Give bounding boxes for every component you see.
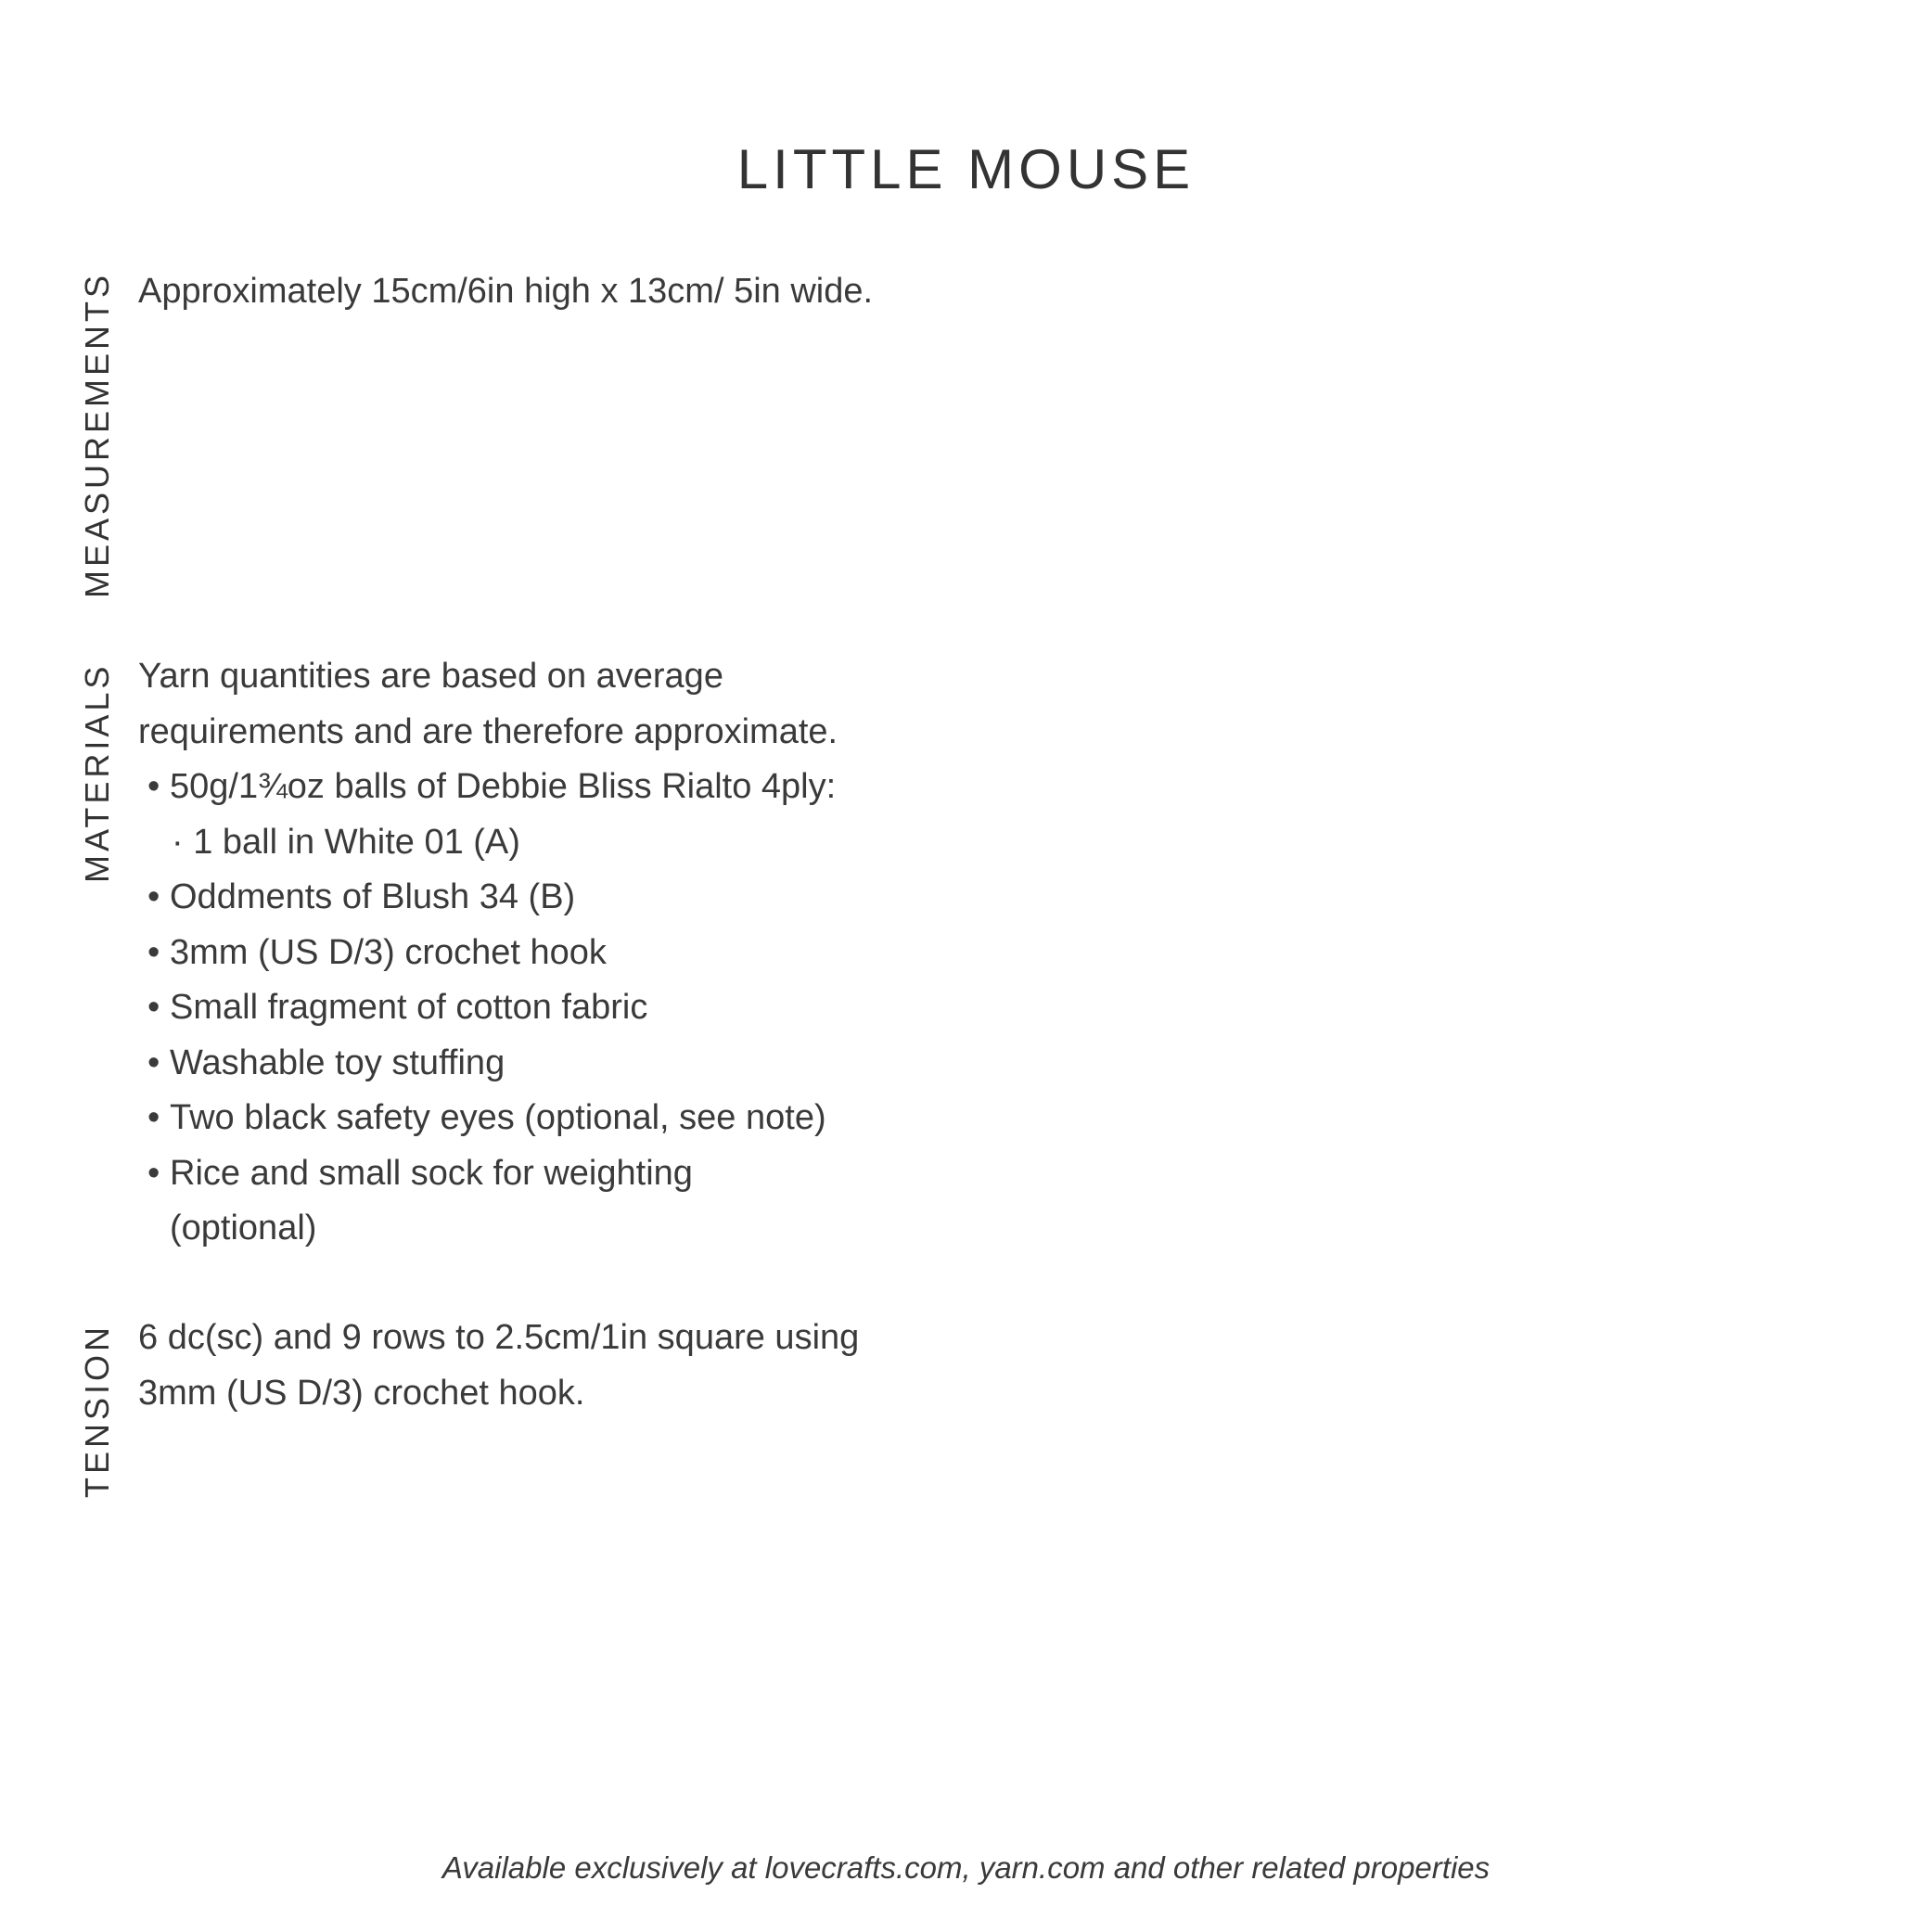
list-item-text: Two black safety eyes (optional, see note) [170, 1098, 826, 1137]
tension-line-1: 6 dc(sc) and 9 rows to 2.5cm/1in square using [138, 1318, 860, 1357]
list-item [138, 1036, 838, 1092]
bullet-icon: • [147, 1153, 160, 1193]
tension-label: TENSION [78, 1323, 116, 1498]
list-item-text: 3mm (US D/3) crochet hook [170, 932, 607, 972]
list-item-text: Oddments of Blush 34 (B) [170, 877, 576, 916]
list-item [138, 1091, 838, 1146]
bullet-icon: • [147, 932, 160, 972]
list-item-text: Rice and small sock for weighting [170, 1153, 693, 1193]
measurements-label: MEASUREMENTS [78, 271, 116, 598]
list-item [138, 870, 838, 926]
tension-line-2: 3mm (US D/3) crochet hook. [138, 1373, 585, 1413]
list-item-text: Washable toy stuffing [170, 1043, 505, 1082]
list-item-text: 50g/1¾oz balls of Debbie Bliss Rialto 4ply: [170, 767, 837, 806]
bullet-icon: • [147, 1098, 160, 1137]
bullet-icon: • [147, 1043, 160, 1082]
list-item-continuation: (optional) [170, 1209, 317, 1247]
materials-text [138, 649, 838, 1257]
list-item [138, 980, 838, 1036]
list-item [138, 1146, 838, 1202]
materials-intro-line-2: requirements and are therefore approximate. [138, 711, 838, 751]
list-sub-item: · 1 ball in White 01 (A) [172, 822, 520, 862]
list-item [138, 760, 838, 815]
materials-label: MATERIALS [78, 662, 116, 883]
bullet-icon: • [147, 988, 160, 1027]
list-item-text: Small fragment of cotton fabric [170, 988, 648, 1027]
bullet-icon: • [147, 767, 160, 806]
tension-text [138, 1311, 859, 1421]
materials-intro-line-1: Yarn quantities are based on average [138, 657, 723, 696]
bullet-icon: • [147, 877, 160, 916]
page-title: LITTLE MOUSE [736, 138, 1196, 200]
list-item [138, 926, 838, 981]
footer-note: Available exclusively at lovecrafts.com, yarn.com and other related properties [441, 1850, 1491, 1885]
measurements-text [138, 264, 873, 320]
measurements-line: Approximately 15cm/6in high x 13cm/ 5in wide. [138, 272, 874, 311]
